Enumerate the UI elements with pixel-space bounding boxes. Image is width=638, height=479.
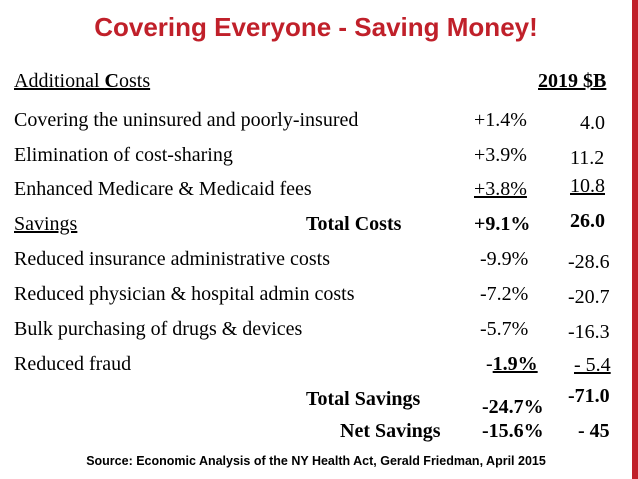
cost-row-amount: 11.2 [570, 147, 605, 169]
net-savings-label: Net Savings [340, 420, 441, 442]
total-costs-label: Total Costs [306, 213, 402, 235]
saving-row-pct: -1.9% [486, 353, 538, 375]
net-savings-amount: - 45 [578, 420, 610, 442]
cost-row-label: Enhanced Medicare & Medicaid fees [14, 178, 312, 200]
saving-row-pct: -7.2% [480, 283, 529, 305]
cost-row-amount: 4.0 [580, 112, 605, 134]
saving-row-pct: -9.9% [480, 248, 529, 270]
net-savings-pct: -15.6% [482, 420, 544, 442]
accent-bar [632, 0, 638, 479]
cost-row-label: Elimination of cost-sharing [14, 144, 233, 166]
total-savings-pct: -24.7% [482, 396, 544, 418]
cost-row-amount: 10.8 [570, 175, 605, 197]
savings-heading: Savings [14, 213, 78, 235]
additional-costs-heading: Additional Costs [14, 70, 151, 92]
saving-row-label: Reduced fraud [14, 353, 132, 375]
column-label-2019: 2019 $B [538, 70, 607, 92]
saving-row-label: Reduced physician & hospital admin costs [14, 283, 355, 305]
saving-row-label: Bulk purchasing of drugs & devices [14, 318, 303, 340]
cost-row-pct: +3.8% [474, 178, 527, 200]
saving-row-label: Reduced insurance administrative costs [14, 248, 331, 270]
total-savings-amount: -71.0 [568, 385, 610, 407]
saving-row-amount: -20.7 [568, 286, 610, 308]
cost-row-pct: +1.4% [474, 109, 527, 131]
total-savings-label: Total Savings [306, 388, 421, 410]
cost-row-label: Covering the uninsured and poorly-insured [14, 109, 359, 131]
saving-row-pct: -5.7% [480, 318, 529, 340]
saving-row-amount: - 5.4 [574, 354, 611, 376]
source-citation: Source: Economic Analysis of the NY Health Act, Gerald Friedman, April 2015 [86, 454, 546, 468]
saving-row-amount: -16.3 [568, 321, 610, 343]
saving-row-amount: -28.6 [568, 251, 610, 273]
total-costs-amount: 26.0 [570, 210, 605, 232]
slide-title: Covering Everyone - Saving Money! [94, 12, 538, 42]
total-costs-pct: +9.1% [474, 213, 531, 235]
cost-row-pct: +3.9% [474, 144, 527, 166]
